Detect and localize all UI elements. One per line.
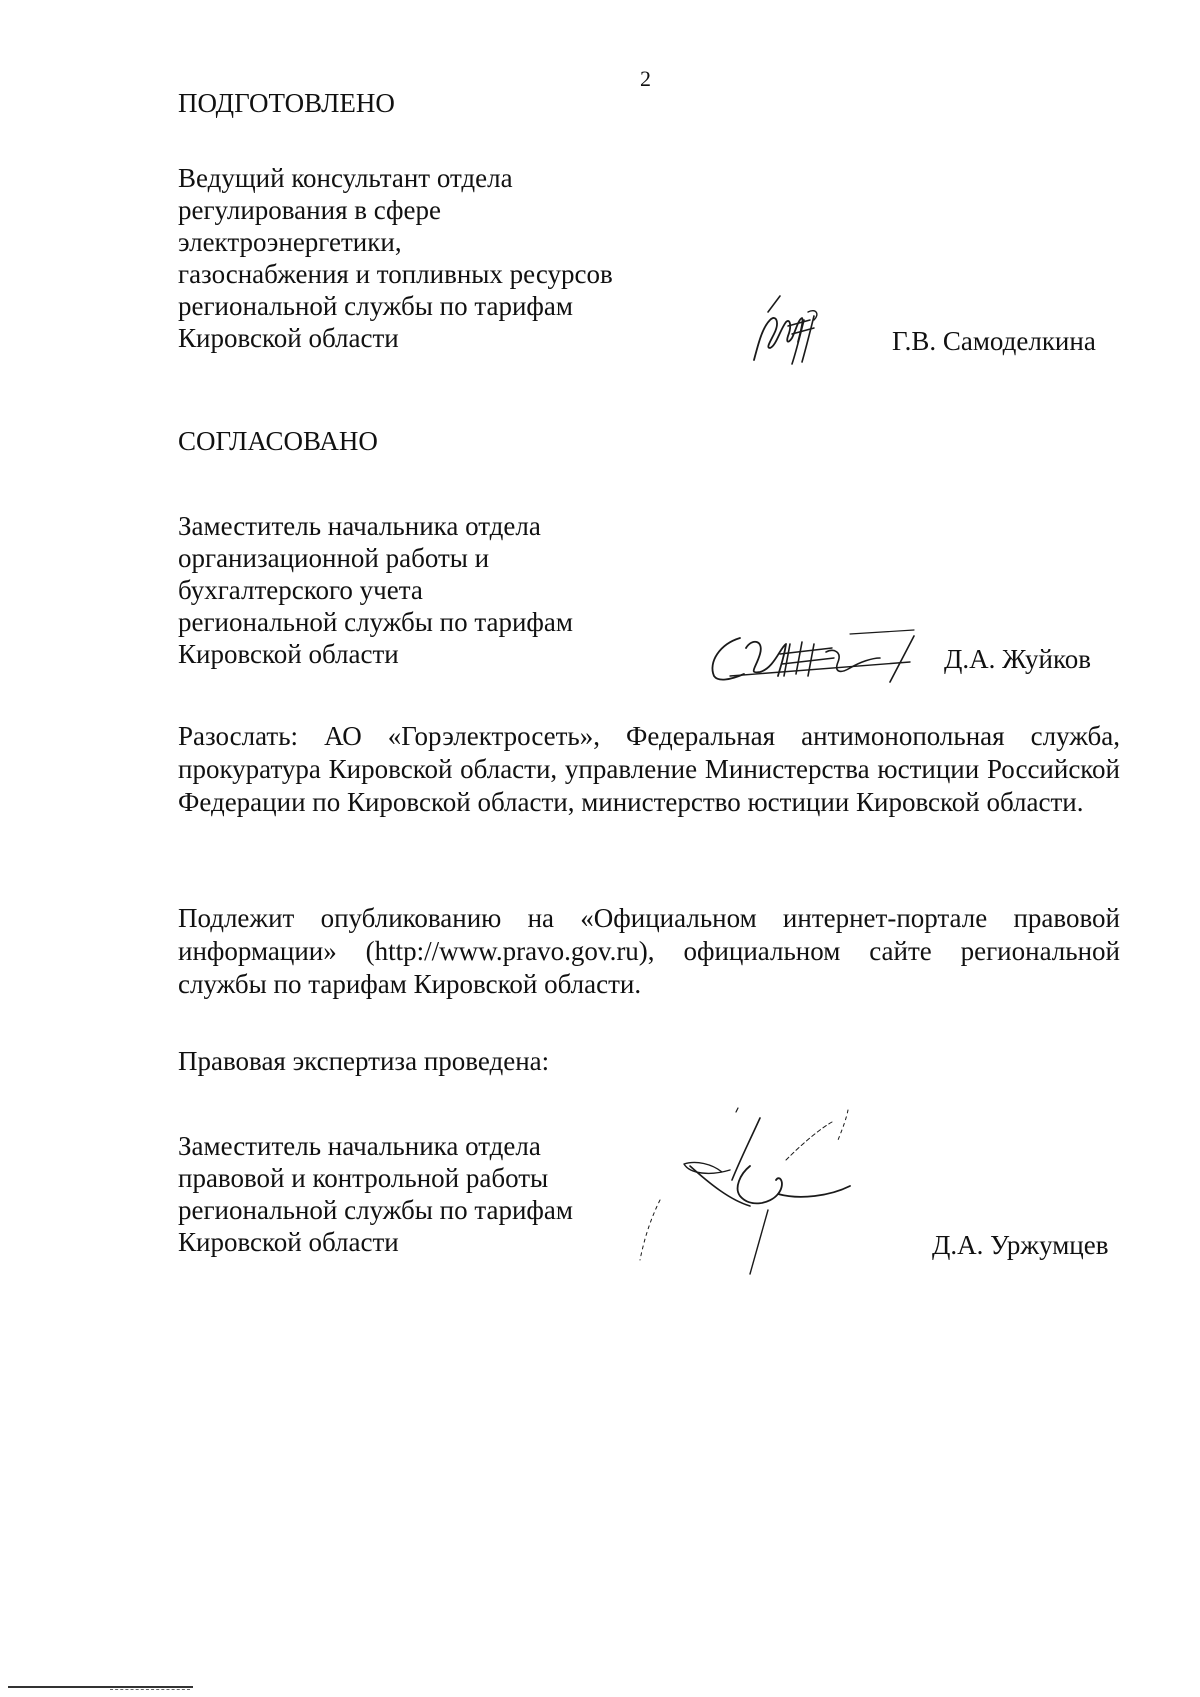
position-line: региональной службы по тарифам [178,607,573,637]
legal-review-heading: Правовая экспертиза проведена: [178,1046,550,1076]
legal-review-position [178,1130,573,1258]
signature-urzhumtsev [600,1100,900,1280]
agreed-heading: СОГЛАСОВАНО [178,426,378,456]
position-line: газоснабжения и топливных ресурсов [178,259,613,289]
position-line: Заместитель начальника отдела [178,511,541,541]
position-line: правовой и контрольной работы [178,1163,549,1193]
position-line: Ведущий консультант отдела [178,163,513,193]
position-line: Кировской области [178,639,399,669]
position-line: бухгалтерского учета [178,575,423,605]
signature-samodelkina [740,290,840,370]
position-line: Заместитель начальника отдела [178,1131,541,1161]
page-number: 2 [640,66,651,91]
signature-zhuikov [700,618,940,688]
prepared-heading: ПОДГОТОВЛЕНО [178,88,395,118]
position-line: Кировской области [178,323,399,353]
prepared-position [178,162,613,354]
position-line: электроэнергетики, [178,227,402,257]
position-line: Кировской области [178,1227,399,1257]
signer-zhuikov: Д.А. Жуйков [944,644,1091,674]
position-line: организационной работы и [178,543,490,573]
signer-samodelkina: Г.В. Самоделкина [892,326,1096,356]
agreed-position [178,510,573,670]
position-line: регулирования в сфере [178,195,442,225]
position-line: региональной службы по тарифам [178,1195,573,1225]
signer-urzhumtsev: Д.А. Уржумцев [932,1230,1109,1260]
footer-rule-dashed [110,1689,190,1690]
position-line: региональной службы по тарифам [178,291,573,321]
publication-paragraph: Подлежит опубликованию на «Официальном интернет-портале правовой информации» (http://www.pravo.gov.ru), официальном сайте региональной службы по тарифам Кировской области. [178,903,1120,999]
footer-rule [8,1686,193,1688]
distribution-paragraph: Разослать: АО «Горэлектросеть», Федеральная антимонопольная служба, прокуратура Кировской области, управление Министерства юстиции Российской Федерации по Кировской области, министерство юстиции Кировской области. [178,721,1120,817]
